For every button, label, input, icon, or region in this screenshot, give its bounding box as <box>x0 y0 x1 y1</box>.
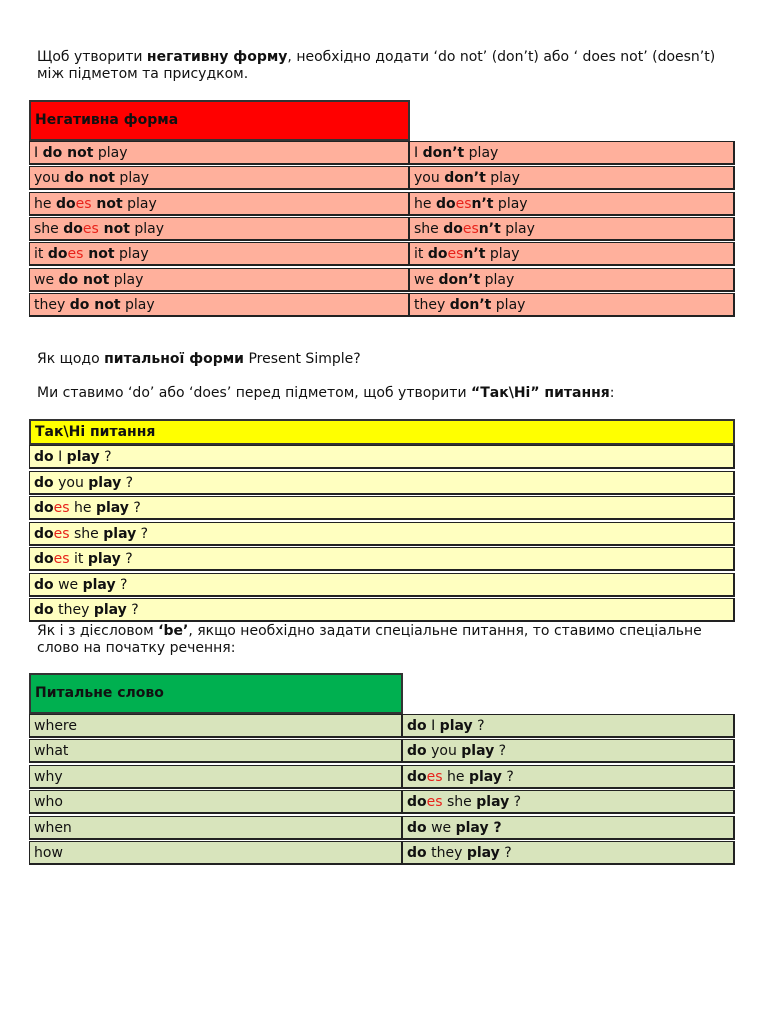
negative-full-cell <box>29 242 410 266</box>
text-segment: play <box>109 272 144 288</box>
question-row-cell <box>29 522 735 546</box>
text-segment: do <box>34 449 54 465</box>
text-segment: do not <box>69 297 121 313</box>
text-segment: play <box>129 221 165 237</box>
negative-full-cell <box>29 192 410 216</box>
wh-table-header: Питальне слово <box>29 673 403 714</box>
text-segment: play <box>93 602 127 618</box>
text-segment: play <box>485 246 520 262</box>
text-segment: not <box>98 221 130 237</box>
negative-table-header: Негативна форма <box>29 100 410 141</box>
text-segment: es <box>455 196 472 212</box>
text-segment: play <box>466 845 500 861</box>
text-segment: it <box>34 246 48 262</box>
question-word-cell <box>29 739 403 763</box>
intro-negative-post: , необхідно додати ‘do not’ (don’t) або ‘ does not’ (doesn’t) між підметом та присудком. <box>37 49 716 82</box>
text-segment: I <box>414 145 423 161</box>
question-word-cell <box>29 816 403 840</box>
text-segment: we <box>414 272 439 288</box>
question-word-cell <box>29 841 403 865</box>
intro-yesno-paragraph <box>37 385 737 402</box>
negative-short-cell <box>409 166 735 190</box>
text-segment: it <box>69 551 88 567</box>
intro-yesno-post: : <box>609 385 615 401</box>
negative-short-cell <box>409 242 735 266</box>
text-segment: n’t <box>463 246 486 262</box>
text-segment: n’t <box>471 196 494 212</box>
question-phrase-cell <box>402 714 735 738</box>
question-word: where <box>34 718 77 734</box>
text-segment: he <box>69 500 96 516</box>
text-segment: ? <box>126 602 139 618</box>
negative-full-cell <box>29 268 410 292</box>
negative-short-cell <box>409 141 735 165</box>
text-segment: play <box>88 475 122 491</box>
text-segment: es <box>53 551 70 567</box>
question-row-cell <box>29 598 735 622</box>
text-segment: es <box>75 196 92 212</box>
text-segment: ? <box>472 718 485 734</box>
intro-question-post: Present Simple? <box>244 351 361 367</box>
question-phrase-cell <box>402 790 735 814</box>
text-segment: they <box>414 297 450 313</box>
question-phrase-cell <box>402 816 735 840</box>
text-segment: they <box>34 297 70 313</box>
negative-full-cell <box>29 217 410 241</box>
text-segment: do <box>34 602 54 618</box>
intro-negative-bold: негативну форму <box>146 49 288 65</box>
text-segment: we <box>426 820 456 836</box>
text-segment: don’t <box>449 297 492 313</box>
question-row-cell <box>29 445 735 469</box>
text-segment: they <box>426 845 467 861</box>
text-segment: ? <box>115 577 128 593</box>
text-segment: play <box>491 297 526 313</box>
negative-full-cell <box>29 293 410 317</box>
text-segment: do <box>34 500 54 516</box>
question-word: who <box>34 794 63 810</box>
intro-yesno-pre: Ми ставимо ‘do’ або ‘does’ перед підметом, щоб утворити <box>37 385 471 401</box>
question-word: how <box>34 845 63 861</box>
text-segment: play <box>122 196 157 212</box>
text-segment: es <box>447 246 464 262</box>
question-table-header: Так\Ні питання <box>29 419 735 445</box>
text-segment: play <box>82 577 116 593</box>
text-segment: he <box>442 769 469 785</box>
text-segment: I <box>426 718 440 734</box>
text-segment: play <box>120 297 155 313</box>
text-segment: es <box>82 221 99 237</box>
intro-negative-pre: Щоб утворити <box>37 49 147 65</box>
text-segment: es <box>426 794 443 810</box>
question-phrase-cell <box>402 765 735 789</box>
text-segment: ? <box>128 500 141 516</box>
text-segment: ? <box>501 769 514 785</box>
text-segment: play <box>114 170 150 186</box>
text-segment: play <box>493 196 528 212</box>
negative-short-cell <box>409 192 735 216</box>
intro-question-bold: питальної форми <box>104 351 244 367</box>
text-segment: play <box>464 145 499 161</box>
question-word: why <box>34 769 63 785</box>
text-segment: play ? <box>455 820 502 836</box>
text-segment: ? <box>99 449 112 465</box>
intro-wh-post: , якщо необхідно задати спеціальне питання, то ставимо спеціальне слово на початку речення: <box>37 623 702 656</box>
text-segment: don’t <box>444 170 486 186</box>
text-segment: don’t <box>422 145 465 161</box>
intro-wh-paragraph <box>37 623 737 657</box>
text-segment: play <box>500 221 535 237</box>
question-row-cell <box>29 496 735 520</box>
intro-question-pre: Як щодо <box>37 351 105 367</box>
text-segment: she <box>34 221 64 237</box>
text-segment: not <box>91 196 123 212</box>
negative-short-cell <box>409 217 735 241</box>
text-segment: you <box>426 743 462 759</box>
text-segment: do <box>34 551 54 567</box>
text-segment: do not <box>42 145 94 161</box>
text-segment: she <box>69 526 104 542</box>
question-word: what <box>34 743 69 759</box>
text-segment: es <box>53 526 70 542</box>
text-segment: we <box>53 577 83 593</box>
text-segment: you <box>34 170 65 186</box>
text-segment: do <box>427 246 448 262</box>
text-segment: she <box>442 794 477 810</box>
text-segment: do <box>55 196 76 212</box>
intro-negative-paragraph <box>37 49 737 83</box>
text-segment: you <box>53 475 89 491</box>
text-segment: don’t <box>438 272 481 288</box>
text-segment: ? <box>494 743 507 759</box>
text-segment: they <box>53 602 94 618</box>
text-segment: it <box>414 246 428 262</box>
question-word: when <box>34 820 72 836</box>
text-segment: not <box>83 246 115 262</box>
text-segment: do <box>34 577 54 593</box>
question-phrase-cell <box>402 739 735 763</box>
question-word-cell <box>29 790 403 814</box>
question-word-cell <box>29 714 403 738</box>
text-segment: play <box>87 551 121 567</box>
intro-wh-bold: ‘be’ <box>158 623 189 639</box>
text-segment: do <box>34 475 54 491</box>
text-segment: he <box>34 196 56 212</box>
text-segment: ? <box>499 845 512 861</box>
negative-full-cell <box>29 141 410 165</box>
text-segment: do <box>407 820 427 836</box>
text-segment: do not <box>58 272 110 288</box>
intro-wh-pre: Як і з дієсловом <box>37 623 159 639</box>
text-segment: do <box>407 845 427 861</box>
text-segment: play <box>485 170 520 186</box>
text-segment: play <box>480 272 515 288</box>
text-segment: do <box>443 221 463 237</box>
text-segment: ? <box>120 551 133 567</box>
text-segment: play <box>439 718 473 734</box>
question-row-cell <box>29 573 735 597</box>
text-segment: play <box>95 500 129 516</box>
text-segment: do not <box>64 170 115 186</box>
negative-full-cell <box>29 166 410 190</box>
text-segment: es <box>67 246 84 262</box>
text-segment: ? <box>509 794 522 810</box>
text-segment: I <box>34 145 43 161</box>
text-segment: play <box>476 794 510 810</box>
text-segment: play <box>66 449 100 465</box>
text-segment: play <box>461 743 495 759</box>
text-segment: you <box>414 170 445 186</box>
text-segment: do <box>63 221 83 237</box>
text-segment: do <box>435 196 456 212</box>
text-segment: do <box>407 769 427 785</box>
text-segment: n’t <box>478 221 501 237</box>
intro-question-paragraph <box>37 351 737 368</box>
text-segment: we <box>34 272 59 288</box>
text-segment: do <box>407 743 427 759</box>
question-row-cell <box>29 471 735 495</box>
text-segment: do <box>34 526 54 542</box>
text-segment: ? <box>136 526 149 542</box>
text-segment: I <box>53 449 67 465</box>
question-phrase-cell <box>402 841 735 865</box>
intro-yesno-bold: “Так\Ні” питання <box>471 385 610 401</box>
text-segment: she <box>414 221 444 237</box>
text-segment: he <box>414 196 436 212</box>
text-segment: play <box>114 246 149 262</box>
negative-short-cell <box>409 293 735 317</box>
question-row-cell <box>29 547 735 571</box>
text-segment: es <box>53 500 70 516</box>
text-segment: do <box>47 246 68 262</box>
text-segment: do <box>407 794 427 810</box>
text-segment: ? <box>121 475 134 491</box>
text-segment: play <box>103 526 137 542</box>
question-word-cell <box>29 765 403 789</box>
text-segment: es <box>462 221 479 237</box>
text-segment: play <box>468 769 502 785</box>
text-segment: play <box>93 145 128 161</box>
text-segment: es <box>426 769 443 785</box>
text-segment: do <box>407 718 427 734</box>
negative-short-cell <box>409 268 735 292</box>
